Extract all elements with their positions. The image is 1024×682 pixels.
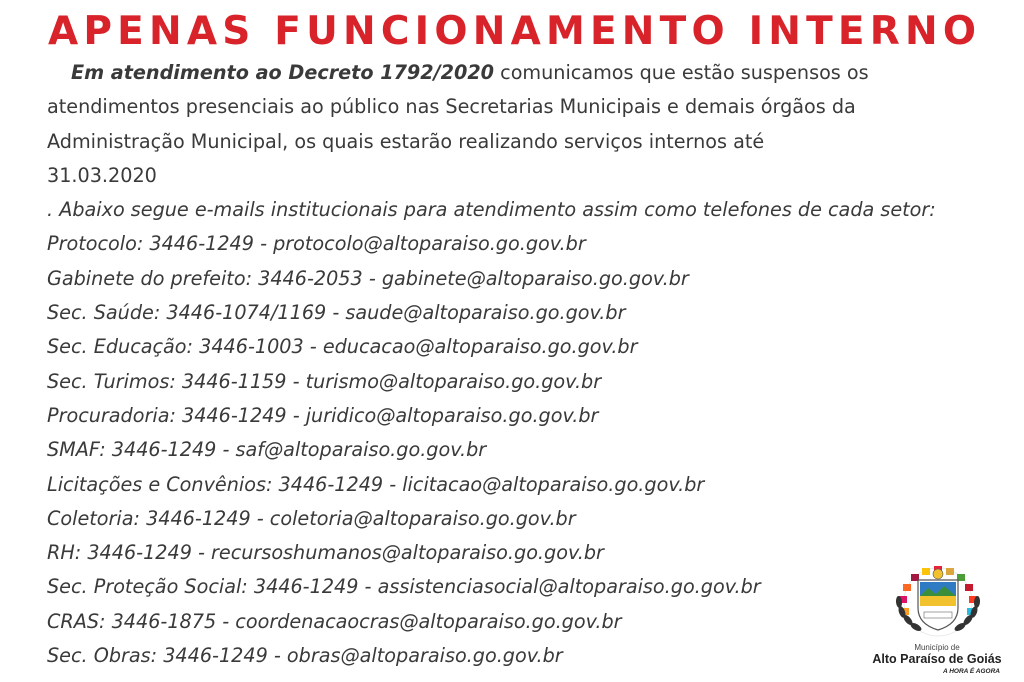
contact-line: CRAS: 3446-1875 - coordenacaocras@altoparaiso.go.gov.br [47, 609, 622, 633]
contact-line: Licitações e Convênios: 3446-1249 - licitacao@altoparaiso.go.gov.br [47, 472, 705, 496]
seal-municipio-label: Município de [914, 643, 960, 652]
contact-line: Sec. Turimos: 3446-1159 - turismo@altoparaiso.go.gov.br [47, 369, 602, 393]
contacts-heading: . Abaixo segue e-mails institucionais para atendimento assim como telefones de cada setor: [47, 198, 936, 222]
contact-line: Sec. Obras: 3446-1249 - obras@altoparaiso.go.gov.br [47, 644, 563, 668]
intro-line-1-rest: comunicamos que estão suspensos os [494, 61, 869, 84]
intro-line-4: 31.03.2020 [47, 163, 157, 187]
intro-line-1 [47, 56, 1007, 90]
seal-city-name: Alto Paraíso de Goiás [872, 652, 1002, 666]
contact-line: Sec. Saúde: 3446-1074/1169 - saude@altoparaiso.go.gov.br [47, 301, 626, 325]
contact-line: Coletoria: 3446-1249 - coletoria@altoparaiso.go.gov.br [47, 506, 576, 530]
intro-line-2: atendimentos presenciais ao público nas Secretarias Municipais e demais órgãos da [47, 95, 856, 119]
intro-line-3: Administração Municipal, os quais estarão realizando serviços internos até [47, 129, 765, 153]
contact-line: Sec. Proteção Social: 3446-1249 - assistenciasocial@altoparaiso.go.gov.br [47, 575, 761, 599]
contact-line: RH: 3446-1249 - recursoshumanos@altoparaiso.go.gov.br [47, 541, 604, 565]
decree-reference: Em atendimento ao Decreto 1792/2020 [71, 61, 495, 84]
contact-line: Procuradoria: 3446-1249 - juridico@altoparaiso.go.gov.br [47, 403, 599, 427]
notice-title: APENAS FUNCIONAMENTO INTERNO [48, 9, 982, 54]
contact-line: Gabinete do prefeito: 3446-2053 - gabinete@altoparaiso.go.gov.br [47, 266, 689, 290]
contact-line: SMAF: 3446-1249 - saf@altoparaiso.go.gov.br [47, 438, 487, 462]
notice-body [47, 56, 1007, 673]
contact-line: Protocolo: 3446-1249 - protocolo@altoparaiso.go.gov.br [47, 232, 586, 256]
seal-slogan: A HORA É AGORA [942, 668, 1000, 675]
seal-shield [918, 569, 958, 630]
contact-line: Sec. Educação: 3446-1003 - educacao@altoparaiso.go.gov.br [47, 335, 638, 359]
